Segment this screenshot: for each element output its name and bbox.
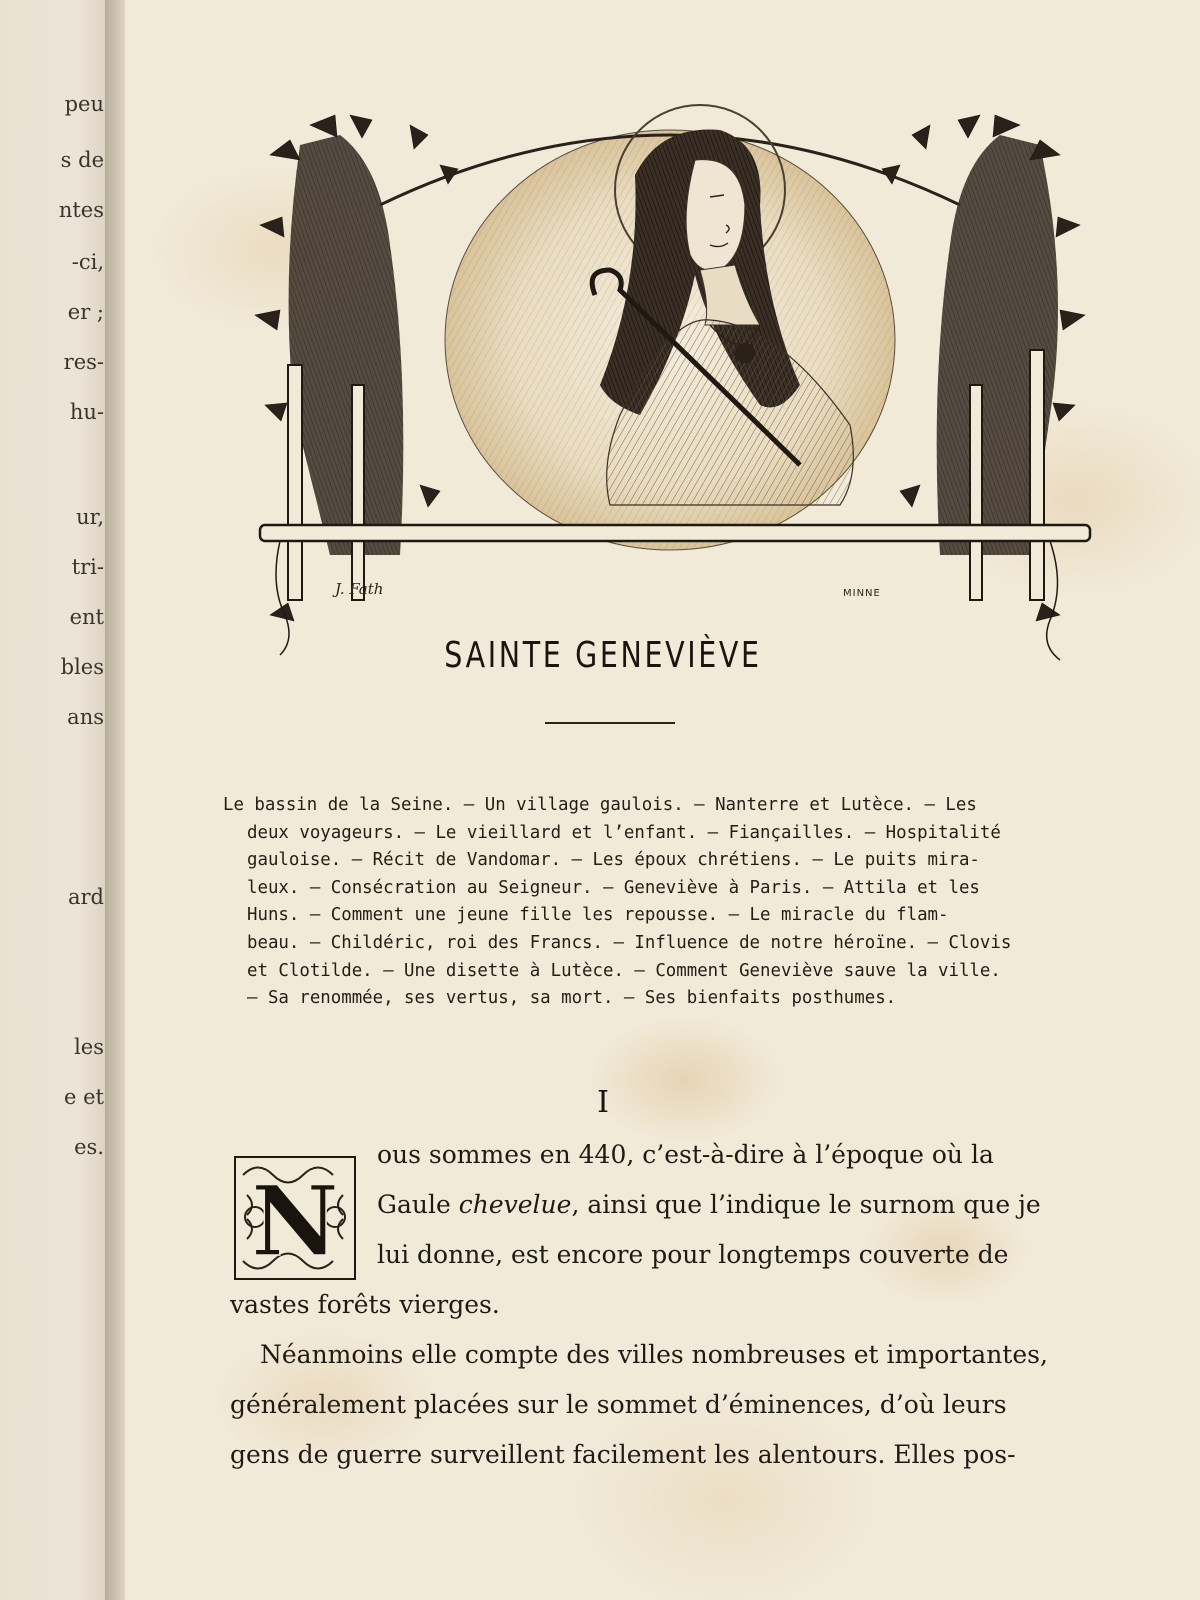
dropcap-letter: N	[251, 1165, 339, 1278]
left-page-fragment: res-	[63, 350, 104, 374]
paragraph1-line2	[377, 1190, 1041, 1219]
chapter-summary	[223, 792, 1012, 1013]
section-number: I	[597, 1085, 609, 1120]
left-facing-page	[0, 0, 112, 1600]
summary-line: Huns. — Comment une jeune fille les repousse. — Le miracle du flam-	[247, 905, 949, 926]
title-divider	[545, 722, 675, 724]
left-page-fragment: ntes	[58, 198, 104, 222]
left-page-fragment: ur,	[76, 505, 104, 529]
left-page-fragment: tri-	[71, 555, 104, 579]
chapter-title: SAINTE GENEVIÈVE	[444, 635, 762, 676]
left-page-fragment: bles	[60, 655, 104, 679]
text-run: Gaule	[377, 1190, 459, 1219]
left-page-fragment: hu-	[69, 400, 104, 424]
paragraph1-line4: vastes forêts vierges.	[230, 1290, 500, 1319]
paragraph2-line2: généralement placées sur le sommet d’éminences, d’où leurs	[230, 1390, 1007, 1419]
summary-line: gauloise. — Récit de Vandomar. — Les époux chrétiens. — Le puits mira-	[247, 850, 980, 871]
summary-line: et Clotilde. — Une disette à Lutèce. — Comment Geneviève sauve la ville.	[247, 960, 1001, 981]
left-page-fragment: es.	[74, 1135, 104, 1159]
left-page-fragment: les	[74, 1035, 104, 1059]
left-page-fragment: ent	[69, 605, 104, 629]
paragraph2-line3: gens de guerre surveillent facilement les alentours. Elles pos-	[230, 1440, 1016, 1469]
summary-line: leux. — Consécration au Seigneur. — Geneviève à Paris. — Attila et les	[247, 877, 980, 898]
left-page-fragment: er ;	[67, 300, 104, 324]
left-page-fragment: e et	[64, 1085, 104, 1109]
summary-line: deux voyageurs. — Le vieillard et l’enfant. — Fiançailles. — Hospitalité	[247, 822, 1001, 843]
book-page	[125, 0, 1200, 1600]
left-page-fragment: s de	[60, 148, 104, 172]
left-page-fragment: ard	[67, 885, 104, 909]
engraver-signature-right: MINNE	[843, 588, 881, 599]
summary-line: — Sa renommée, ses vertus, sa mort. — Ses bienfaits posthumes.	[247, 988, 897, 1009]
text-run: , ainsi que l’indique le surnom que je	[571, 1190, 1041, 1219]
left-page-fragment: ans	[67, 705, 104, 729]
paragraph1-line3: lui donne, est encore pour longtemps couverte de	[377, 1240, 1009, 1269]
ornamental-dropcap	[233, 1155, 357, 1281]
summary-line: beau. — Childéric, roi des Francs. — Influence de notre héroïne. — Clovis	[247, 932, 1012, 953]
saint-portrait-engraving	[240, 85, 1100, 665]
summary-line: Le bassin de la Seine. — Un village gaulois. — Nanterre et Lutèce. — Les	[223, 795, 977, 815]
engraver-signature: J. Fath	[335, 580, 384, 598]
italic-word: chevelue	[458, 1190, 572, 1219]
paragraph2-line1: Néanmoins elle compte des villes nombreuses et importantes,	[260, 1340, 1048, 1369]
paragraph1-line1: ous sommes en 440, c’est-à-dire à l’époque où la	[377, 1140, 994, 1169]
left-page-fragment: peu	[64, 92, 104, 116]
left-page-fragment: -ci,	[71, 250, 104, 274]
